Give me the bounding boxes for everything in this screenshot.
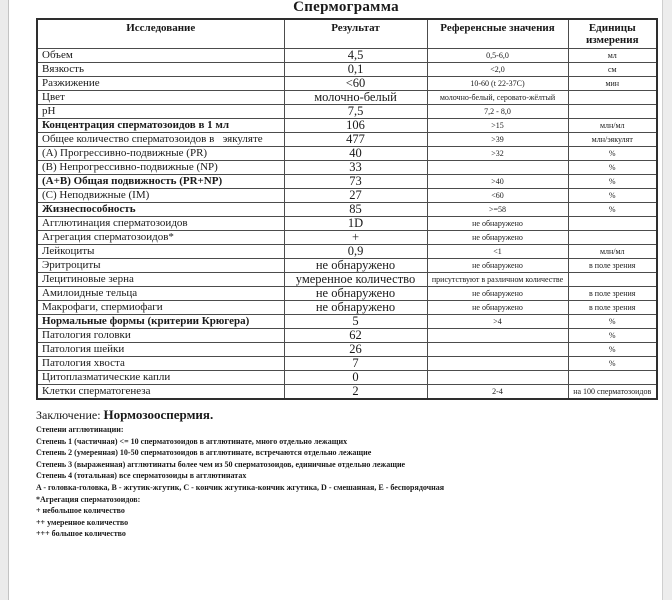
column-header-result: Результат: [284, 19, 427, 49]
units-cell: в поле зрения: [568, 301, 657, 315]
study-name-cell: Цитоплазматические капли: [37, 371, 284, 385]
result-cell: 477: [284, 133, 427, 147]
result-cell: <60: [284, 77, 427, 91]
footnote-line: Степень 3 (выраженная) агглютинаты более чем из 50 сперматозоидов, единичные отдельно лежащие: [36, 459, 406, 469]
reference-cell: [427, 343, 568, 357]
reference-cell: >15: [427, 119, 568, 133]
study-name-cell: Агглютинация сперматозоидов: [37, 217, 284, 231]
footnote-line: + небольшое количество: [36, 506, 125, 516]
table-row: [37, 217, 657, 231]
reference-cell: не обнаружено: [427, 259, 568, 273]
units-cell: [568, 371, 657, 385]
study-name-cell: (A) Прогрессивно-подвижные (PR): [37, 147, 284, 161]
study-name-cell: (C) Неподвижные (IM): [37, 189, 284, 203]
result-cell: 85: [284, 203, 427, 217]
footnote-line: ++ умеренное количество: [36, 517, 129, 527]
units-cell: в поле зрения: [568, 287, 657, 301]
result-cell: 7,5: [284, 105, 427, 119]
study-name-cell: pH: [37, 105, 284, 119]
study-name-cell: Макрофаги, спермиофаги: [37, 301, 284, 315]
results-tbody: [37, 49, 657, 400]
table-row: [37, 133, 657, 147]
footnotes-block: [36, 424, 656, 540]
table-row: [37, 329, 657, 343]
reference-cell: не обнаружено: [427, 231, 568, 245]
units-cell: на 100 сперматозоидов: [568, 385, 657, 400]
table-row: [37, 385, 657, 400]
result-cell: не обнаружено: [284, 301, 427, 315]
study-name-cell: Вязкость: [37, 63, 284, 77]
units-cell: млн/эякулят: [568, 133, 657, 147]
table-row: [37, 49, 657, 63]
result-cell: 33: [284, 161, 427, 175]
result-cell: 26: [284, 343, 427, 357]
conclusion-line: [36, 407, 656, 423]
reference-cell: 10-60 (t 22-37C): [427, 77, 568, 91]
footnote-line: Степень 2 (умеренная) 10-50 сперматозоидов в агглютинате, встречаются отдельно лежащие: [36, 448, 372, 458]
result-cell: 2: [284, 385, 427, 400]
table-row: [37, 343, 657, 357]
study-name-cell: Нормальные формы (критерии Крюгера): [37, 315, 284, 329]
footnote-line: A - головка-головка, B - жгутик-жгутик, C - кончик жгутика-кончик жгутика, D - смешанная, E - беспорядочная: [36, 482, 445, 492]
study-name-cell: Объем: [37, 49, 284, 63]
units-cell: млн/мл: [568, 245, 657, 259]
study-name-cell: Патология головки: [37, 329, 284, 343]
table-row: [37, 119, 657, 133]
units-cell: [568, 217, 657, 231]
column-header-study: Исследование: [37, 19, 284, 49]
units-cell: %: [568, 329, 657, 343]
study-name-cell: Жизнеспособность: [37, 203, 284, 217]
table-row: [37, 105, 657, 119]
study-name-cell: Патология хвоста: [37, 357, 284, 371]
reference-cell: не обнаружено: [427, 217, 568, 231]
footnote-line: +++ большое количество: [36, 529, 126, 539]
units-cell: %: [568, 357, 657, 371]
units-cell: [568, 273, 657, 287]
reference-cell: >40: [427, 175, 568, 189]
result-cell: не обнаружено: [284, 287, 427, 301]
study-name-cell: Цвет: [37, 91, 284, 105]
document-page: [36, 0, 656, 540]
reference-cell: 0,5-6,0: [427, 49, 568, 63]
study-name-cell: (B) Непрогрессивно-подвижные (NP): [37, 161, 284, 175]
units-cell: [568, 91, 657, 105]
reference-cell: 7,2 - 8,0: [427, 105, 568, 119]
reference-cell: <60: [427, 189, 568, 203]
reference-cell: не обнаружено: [427, 287, 568, 301]
table-row: [37, 259, 657, 273]
study-name-cell: Лейкоциты: [37, 245, 284, 259]
result-cell: 0: [284, 371, 427, 385]
result-cell: 7: [284, 357, 427, 371]
footnote-line: Степени агглютинации:: [36, 425, 124, 434]
table-row: [37, 245, 657, 259]
result-cell: 0,1: [284, 63, 427, 77]
result-cell: 73: [284, 175, 427, 189]
reference-cell: >4: [427, 315, 568, 329]
table-row: [37, 147, 657, 161]
conclusion-label: Заключение:: [36, 408, 101, 422]
units-cell: %: [568, 315, 657, 329]
column-header-units: Единицы измерения: [568, 19, 657, 49]
result-cell: умеренное количество: [284, 273, 427, 287]
result-cell: +: [284, 231, 427, 245]
units-cell: [568, 231, 657, 245]
table-row: [37, 357, 657, 371]
units-cell: %: [568, 189, 657, 203]
study-name-cell: Клетки сперматогенеза: [37, 385, 284, 400]
scan-left-edge: [0, 0, 9, 600]
study-name-cell: Разжижение: [37, 77, 284, 91]
reference-cell: 2-4: [427, 385, 568, 400]
result-cell: 4,5: [284, 49, 427, 63]
units-cell: [568, 105, 657, 119]
footnote-line: Степень 4 (тотальная) все сперматозоиды в агглютинатах: [36, 471, 247, 481]
table-row: [37, 371, 657, 385]
units-cell: см: [568, 63, 657, 77]
reference-cell: >32: [427, 147, 568, 161]
result-cell: 27: [284, 189, 427, 203]
result-cell: 5: [284, 315, 427, 329]
table-row: [37, 273, 657, 287]
reference-cell: не обнаружено: [427, 301, 568, 315]
reference-cell: <1: [427, 245, 568, 259]
table-row: [37, 77, 657, 91]
reference-cell: [427, 329, 568, 343]
reference-cell: >=58: [427, 203, 568, 217]
reference-cell: >39: [427, 133, 568, 147]
column-header-reference: Референсные значения: [427, 19, 568, 49]
units-cell: %: [568, 147, 657, 161]
table-row: [37, 63, 657, 77]
table-row: [37, 189, 657, 203]
result-cell: молочно-белый: [284, 91, 427, 105]
reference-cell: <2,0: [427, 63, 568, 77]
table-row: [37, 161, 657, 175]
result-cell: 62: [284, 329, 427, 343]
table-row: [37, 301, 657, 315]
result-cell: не обнаружено: [284, 259, 427, 273]
study-name-cell: (A+B) Общая подвижность (PR+NP): [37, 175, 284, 189]
result-cell: 40: [284, 147, 427, 161]
units-cell: млн/мл: [568, 119, 657, 133]
results-table: [36, 18, 658, 400]
reference-cell: [427, 161, 568, 175]
units-cell: %: [568, 203, 657, 217]
units-cell: в поле зрения: [568, 259, 657, 273]
result-cell: 1D: [284, 217, 427, 231]
scan-right-edge: [662, 0, 672, 600]
table-row: [37, 175, 657, 189]
study-name-cell: Амилоидные тельца: [37, 287, 284, 301]
table-row: [37, 91, 657, 105]
units-cell: %: [568, 175, 657, 189]
result-cell: 0,9: [284, 245, 427, 259]
table-row: [37, 315, 657, 329]
page-title: Спермограмма: [293, 0, 399, 15]
footnote-line: *Агрегация сперматозоидов:: [36, 494, 141, 504]
reference-cell: присутствуют в различном количестве: [427, 273, 568, 287]
study-name-cell: Лецитиновые зерна: [37, 273, 284, 287]
study-name-cell: Эритроциты: [37, 259, 284, 273]
study-name-cell: Агрегация сперматозоидов*: [37, 231, 284, 245]
result-cell: 106: [284, 119, 427, 133]
units-cell: %: [568, 343, 657, 357]
table-header: [37, 19, 657, 49]
study-name-cell: Патология шейки: [37, 343, 284, 357]
reference-cell: [427, 357, 568, 371]
units-cell: %: [568, 161, 657, 175]
table-row: [37, 203, 657, 217]
reference-cell: молочно-белый, серовато-жёлтый: [427, 91, 568, 105]
reference-cell: [427, 371, 568, 385]
footnote-line: Степень 1 (частичная) <= 10 сперматозоидов в агглютинате, много отдельно лежащих: [36, 436, 348, 446]
study-name-cell: Концентрация сперматозоидов в 1 мл: [37, 119, 284, 133]
units-cell: мл: [568, 49, 657, 63]
study-name-cell: Общее количество сперматозоидов в эякуляте: [37, 133, 284, 147]
conclusion-value: Нормозооспермия.: [103, 407, 214, 422]
units-cell: мин: [568, 77, 657, 91]
table-row: [37, 231, 657, 245]
table-row: [37, 287, 657, 301]
